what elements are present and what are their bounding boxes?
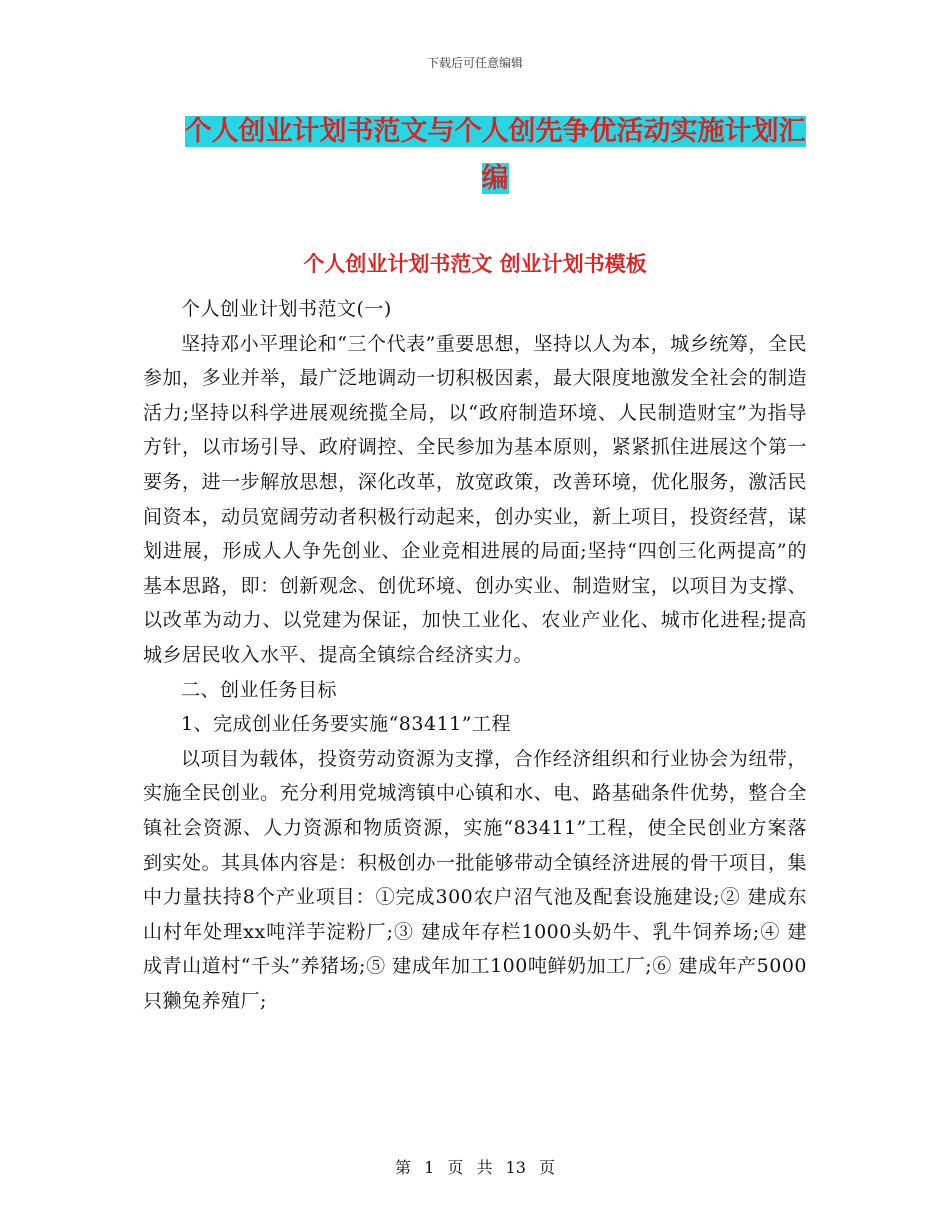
paragraph-guiding-principle: 坚持邓小平理论和“三个代表”重要思想，坚持以人为本，城乡统筹，全民参加，多业并举，最广泛地调动一切积极因素，最大限度地激发全社会的制造活力;坚持以科学进展观统揽全局，以“政府制造环境、人民制造财宝”为指导方针，以市场引导、政府调控、全民参加为基本原则，紧紧抓住进展这个第一要务，进一步解放思想，深化改革，放宽政策，改善环境，优化服务，激活民间资本，动员宽阔劳动者积极行动起来，创办实业，新上项目，投资经营，谋划进展，形成人人争先创业、企业竞相进展的局面;坚持“四创三化两提高”的基本思路，即：创新观念、创优环境、创办实业、制造财宝，以项目为支撑、以改革为动力、以党建为保证，加快工业化、农业产业化、城市化进程;提高城乡居民收入水平、提高全镇综合经济实力。 [143, 332, 807, 666]
section-title: 个人创业计划书范文 创业计划书模板 [303, 252, 647, 276]
highlighted-title-text: 个人创业计划书范文与个人创先争优活动实施计划汇编 [184, 116, 806, 194]
document-main-title [180, 108, 810, 202]
paragraph-section-heading: 二、创业任务目标 [181, 678, 338, 701]
paragraph-project-details: 以项目为载体，投资劳动资源为支撑，合作经济组织和行业协会为纽带，实施全民创业。充分利用党城湾镇中心镇和水、电、路基础条件优势，整合全镇社会资源、人力资源和物质资源，实施“83411”工程，使全民创业方案落到实处。其具体内容是：积极创办一批能够带动全镇经济进展的骨干项目，集中力量扶持8个产业项目：①完成300农户沼气池及配套设施建设;② 建成东山村年处理xx吨洋芋淀粉厂;③ 建成年存栏1000头奶牛、乳牛饲养场;④ 建成青山道村“千头”养猪场;⑤ 建成年加工100吨鲜奶加工厂;⑥ 建成年产5000只獭兔养殖厂; [143, 747, 807, 1012]
page-header-note: 下载后可任意编辑 [426, 56, 523, 70]
paragraph-subheading: 个人创业计划书范文(一) [181, 298, 392, 320]
page-footer-number: 第 1 页 共 13 页 [395, 1158, 555, 1177]
paragraph-item-heading: 1、完成创业任务要实施“83411”工程 [181, 713, 511, 736]
document-body [143, 292, 807, 1018]
